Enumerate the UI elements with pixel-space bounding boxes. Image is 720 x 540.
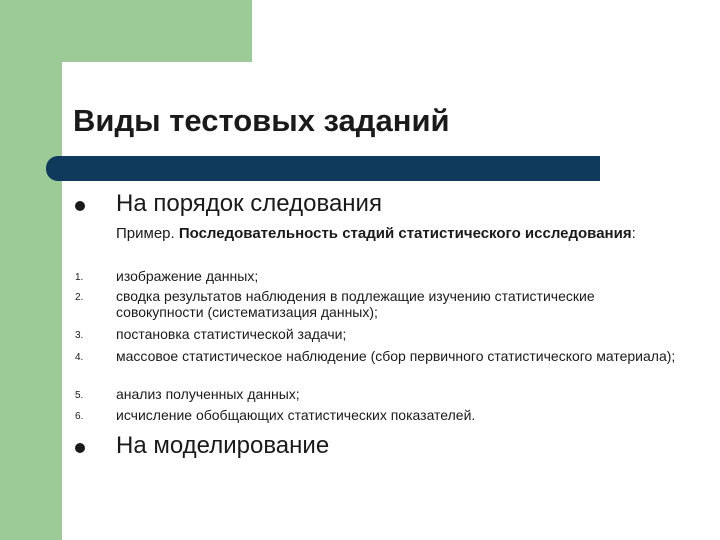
step-text: исчисление обобщающих статистических показателей. [116,407,476,423]
example-suffix: : [631,225,636,242]
step-text: сводка результатов наблюдения в подлежащие изучению статистические совокупности (систематизация данных); [116,288,595,320]
step-text: массовое статистическое наблюдение (сбор первичного статистического материала); [116,348,676,364]
step-text: анализ полученных данных; [116,386,300,402]
step-text: изображение данных; [116,268,259,284]
slide-title: Виды тестовых заданий [73,103,450,138]
step-number: 6. [75,411,84,422]
example-bold: Последовательность стадий статистического исследования [178,225,632,242]
step-number: 5. [75,390,84,401]
step-number: 1. [75,272,84,283]
example-text [116,225,676,242]
title-underline-bar [46,156,600,181]
step-number: 3. [75,330,84,341]
step-text: постановка статистической задачи; [116,326,347,342]
bullet-dot [75,443,85,453]
list-item-order: На порядок следования [116,190,382,217]
step-number: 4. [75,352,84,363]
example-prefix: Пример. [116,225,175,242]
decor-green-left [0,0,62,540]
step-number: 2. [75,292,84,303]
list-item-modeling: На моделирование [116,432,330,459]
bullet-dot [75,201,85,211]
